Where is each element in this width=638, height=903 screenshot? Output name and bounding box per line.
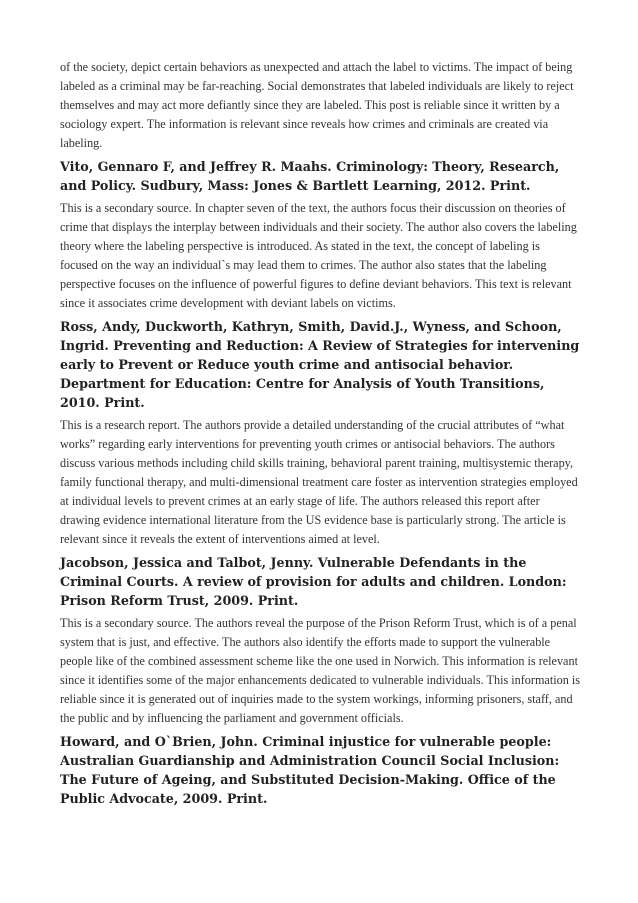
document-page xyxy=(60,58,580,812)
paragraph-ross-summary: This is a research report. The authors provide a detailed understanding of the crucial attributes of “what works” regarding early interventions for preventing youth crimes or antisocial behaviors. The authors discuss various methods including child skills training, behavioral parent training, multisystemic therapy, family functional therapy, and multi-dimensional treatment care foster as intervention strategies employed at individual levels to prevent crimes at an early stage of life. The authors released this report after drawing evidence international literature from the US evidence base is particularly strong. The article is relevant since it reveals the extent of interventions aimed at level. xyxy=(60,418,578,546)
citation-jacobson-talbot: Jacobson, Jessica and Talbot, Jenny. Vulnerable Defendants in the Criminal Courts. A review of provision for adults and children. London: Prison Reform Trust, 2009. Print. xyxy=(60,555,567,608)
citation-howard-obrien: Howard, and O`Brien, John. Criminal injustice for vulnerable people: Australian Guardianship and Administration Council Social Inclusion: The Future of Ageing, and Substituted Decision-Making. Office of the Public Advocate, 2009. Print. xyxy=(60,734,560,806)
paragraph-labeling-consequences: of the society, depict certain behaviors as unexpected and attach the label to victims. The impact of being labeled as a criminal may be far-reaching. Social demonstrates that labeled individuals are likely to reject themselves and may act more defiantly since they are labeled. This post is reliable since it written by a sociology expert. The information is relevant since reveals how crimes and criminals are created via labeling. xyxy=(60,60,574,150)
paragraph-jacobson-summary: This is a secondary source. The authors reveal the purpose of the Prison Reform Trust, which is of a penal system that is just, and effective. The authors also identify the efforts made to support the vulnerable people like of the combined assessment scheme like the one used in Norwich. This information is relevant since it identifies some of the major enhancements dedicated to vulnerable individuals. This information is reliable since it is generated out of inquiries made to the system workings, informing prisoners, staff, and the public and by influencing the parliament and government officials. xyxy=(60,616,580,725)
citation-ross-et-al: Ross, Andy, Duckworth, Kathryn, Smith, David.J., Wyness, and Schoon, Ingrid. Preventing and Reduction: A Review of Strategies for intervening early to Prevent or Reduce youth crime and antisocial behavior. Department for Education: Centre for Analysis of Youth Transitions, 2010. Print. xyxy=(60,319,580,410)
paragraph-vito-summary: This is a secondary source. In chapter seven of the text, the authors focus their discussion on theories of crime that displays the interplay between individuals and their society. The author also covers the labeling theory where the labeling perspective is introduced. As stated in the text, the concept of labeling is focused on the way an individual`s may lead them to crimes. The author also states that the labeling perspective focuses on the influence of powerful figures to define deviant behaviors. This text is relevant since it associates crime development with deviant labels on victims. xyxy=(60,201,577,310)
citation-vito-maahs: Vito, Gennaro F, and Jeffrey R. Maahs. Criminology: Theory, Research, and Policy. Sudbury, Mass: Jones & Bartlett Learning, 2012. Print. xyxy=(60,159,560,193)
